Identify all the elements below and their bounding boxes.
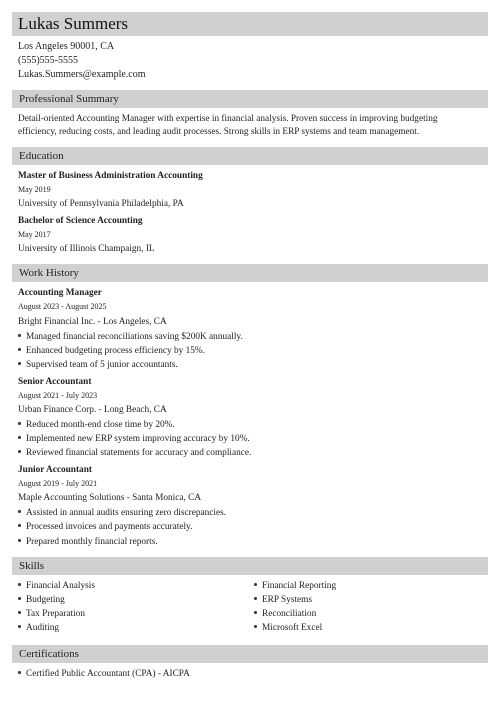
degree-date: May 2019 xyxy=(18,185,51,194)
school: University of Pennsylvania Philadelphia, PA xyxy=(18,199,184,209)
address: Los Angeles 90001, CA xyxy=(18,41,115,52)
section-title: Work History xyxy=(19,267,79,279)
list-item: Implemented new ERP system improving accuracy by 10%. xyxy=(18,433,250,445)
company: Maple Accounting Solutions - Santa Monica, CA xyxy=(18,493,202,503)
list-item: Managed financial reconciliations saving $200K annually. xyxy=(18,331,243,343)
bullet-icon xyxy=(254,583,257,586)
list-item: Supervised team of 5 junior accountants. xyxy=(18,359,178,371)
bullet-icon xyxy=(18,539,21,542)
skill-item: Microsoft Excel xyxy=(254,622,322,634)
bullet-icon xyxy=(18,362,21,365)
bullet-icon xyxy=(254,597,257,600)
email: Lukas.Summers@example.com xyxy=(18,69,146,80)
summary-line: efficiency, reducing costs, and leading audit processes. Strong skills in ERP systems and team management. xyxy=(18,127,420,137)
section-title: Education xyxy=(19,150,64,162)
name-header xyxy=(12,12,488,36)
skill-item: Reconciliation xyxy=(254,608,316,620)
list-item: Enhanced budgeting process efficiency by 15%. xyxy=(18,345,205,357)
bullet-icon xyxy=(18,597,21,600)
bullet-icon xyxy=(18,510,21,513)
list-item: Reduced month-end close time by 20%. xyxy=(18,419,175,431)
bullet-icon xyxy=(254,611,257,614)
company: Urban Finance Corp. - Long Beach, CA xyxy=(18,405,167,415)
bullet-icon xyxy=(18,450,21,453)
bullet-icon xyxy=(18,422,21,425)
work-section-header xyxy=(12,264,488,282)
bullet-icon xyxy=(18,348,21,351)
list-item: Processed invoices and payments accurately. xyxy=(18,521,192,533)
section-title: Certifications xyxy=(19,648,79,660)
education-section-header xyxy=(12,147,488,165)
list-item: Prepared monthly financial reports. xyxy=(18,536,158,548)
bullet-icon xyxy=(254,625,257,628)
job-title: Accounting Manager xyxy=(18,288,102,298)
phone: (555)555-5555 xyxy=(18,55,78,66)
bullet-icon xyxy=(18,611,21,614)
skill-item: Financial Analysis xyxy=(18,580,95,592)
summary-section-header xyxy=(12,90,488,108)
job-dates: August 2019 - July 2021 xyxy=(18,479,98,488)
bullet-icon xyxy=(18,524,21,527)
school: University of Illinois Champaign, IL xyxy=(18,244,155,254)
skill-item: ERP Systems xyxy=(254,594,312,606)
candidate-name: Lukas Summers xyxy=(18,14,129,33)
bullet-icon xyxy=(18,625,21,628)
company: Bright Financial Inc. - Los Angeles, CA xyxy=(18,317,167,327)
bullet-icon xyxy=(18,334,21,337)
bullet-icon xyxy=(18,436,21,439)
list-item: Assisted in annual audits ensuring zero discrepancies. xyxy=(18,507,226,519)
degree-date: May 2017 xyxy=(18,230,51,239)
list-item: Reviewed financial statements for accuracy and compliance. xyxy=(18,447,251,459)
section-title: Skills xyxy=(19,560,45,572)
job-dates: August 2023 - August 2025 xyxy=(18,302,107,311)
job-dates: August 2021 - July 2023 xyxy=(18,391,98,400)
summary-line: Detail-oriented Accounting Manager with expertise in financial analysis. Proven success in improving budgeting xyxy=(18,114,438,124)
degree: Master of Business Administration Accounting xyxy=(18,171,203,181)
skill-item: Budgeting xyxy=(18,594,65,606)
degree: Bachelor of Science Accounting xyxy=(18,216,143,226)
bullet-icon xyxy=(18,583,21,586)
skill-item: Tax Preparation xyxy=(18,608,85,620)
job-title: Senior Accountant xyxy=(18,377,92,387)
bullet-icon xyxy=(18,671,21,674)
skill-item: Auditing xyxy=(18,622,59,634)
certification-item: Certified Public Accountant (CPA) - AICPA xyxy=(18,668,190,680)
certifications-section-header xyxy=(12,645,488,663)
skill-item: Financial Reporting xyxy=(254,580,336,592)
job-title: Junior Accountant xyxy=(18,465,92,475)
skills-section-header xyxy=(12,557,488,575)
section-title: Professional Summary xyxy=(19,93,119,105)
